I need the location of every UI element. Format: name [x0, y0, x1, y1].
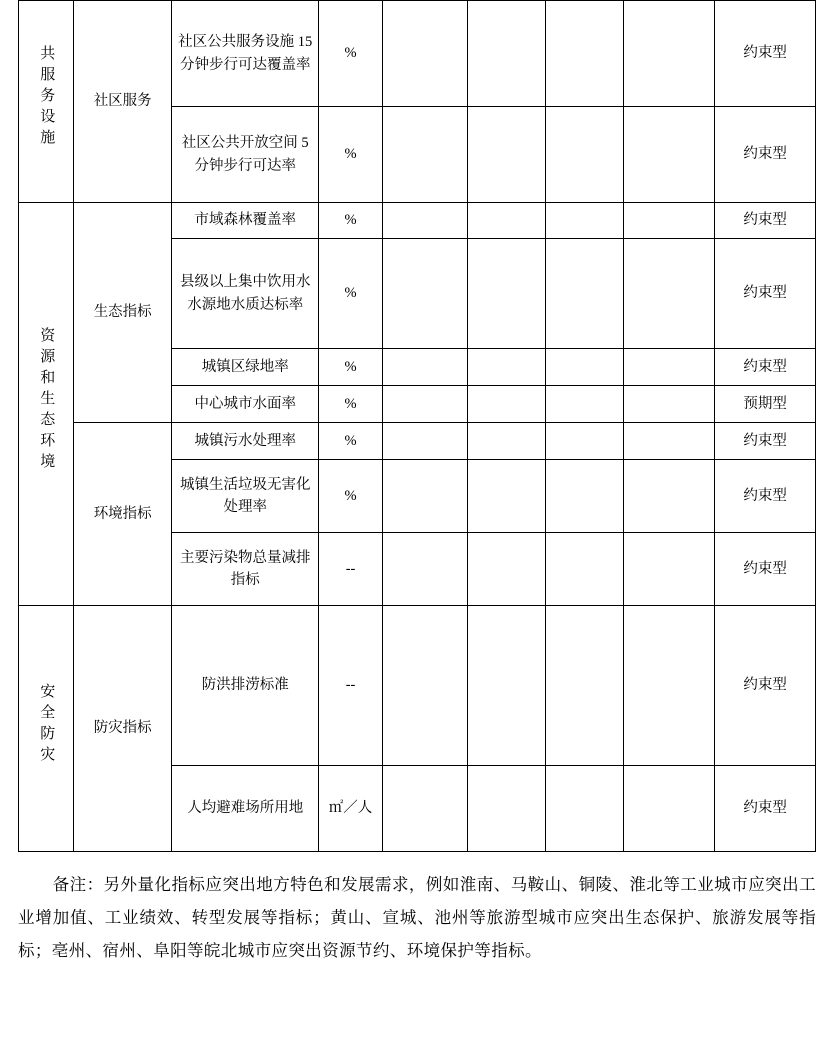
indicator-type: 约束型 — [715, 1, 816, 107]
value-y1 — [383, 533, 468, 606]
value-y3 — [545, 203, 623, 239]
value-y4 — [623, 460, 715, 533]
value-y1 — [383, 107, 468, 203]
indicator-name: 人均避难场所用地 — [172, 766, 319, 852]
indicator-type: 约束型 — [715, 606, 816, 766]
value-y2 — [467, 349, 545, 386]
indicator-unit: % — [318, 423, 382, 460]
value-y3 — [545, 606, 623, 766]
value-y2 — [467, 239, 545, 349]
indicator-type: 约束型 — [715, 107, 816, 203]
value-y4 — [623, 423, 715, 460]
table-row — [19, 203, 816, 239]
subcategory-label: 环境指标 — [93, 505, 152, 522]
subcategory-label: 防灾指标 — [93, 720, 152, 737]
value-y1 — [383, 606, 468, 766]
subcategory-label: 生态指标 — [93, 304, 152, 321]
value-y1 — [383, 460, 468, 533]
category-label: 共服务设施 — [38, 45, 55, 151]
value-y2 — [467, 423, 545, 460]
value-y4 — [623, 606, 715, 766]
value-y3 — [545, 1, 623, 107]
indicator-type: 约束型 — [715, 349, 816, 386]
subcategory-cell — [73, 1, 171, 203]
value-y3 — [545, 107, 623, 203]
value-y2 — [467, 1, 545, 107]
indicator-unit: % — [318, 107, 382, 203]
indicator-name: 社区公共开放空间 5 分钟步行可达率 — [172, 107, 319, 203]
value-y3 — [545, 766, 623, 852]
indicator-name: 市域森林覆盖率 — [172, 203, 319, 239]
value-y2 — [467, 766, 545, 852]
value-y2 — [467, 460, 545, 533]
indicator-unit: % — [318, 1, 382, 107]
value-y3 — [545, 533, 623, 606]
indicator-type: 约束型 — [715, 239, 816, 349]
indicator-name: 城镇生活垃圾无害化处理率 — [172, 460, 319, 533]
indicator-unit: % — [318, 386, 382, 423]
indicator-unit: ㎡／人 — [318, 766, 382, 852]
indicator-type: 预期型 — [715, 386, 816, 423]
subcategory-cell — [73, 203, 171, 423]
indicator-unit: % — [318, 239, 382, 349]
indicator-unit: -- — [318, 533, 382, 606]
value-y2 — [467, 606, 545, 766]
value-y4 — [623, 386, 715, 423]
subcategory-cell — [73, 423, 171, 606]
value-y3 — [545, 386, 623, 423]
indicator-name: 县级以上集中饮用水水源地水质达标率 — [172, 239, 319, 349]
value-y1 — [383, 203, 468, 239]
note-text: 另外量化指标应突出地方特色和发展需求，例如淮南、马鞍山、铜陵、淮北等工业城市应突出工业增加值、工业绩效、转型发展等指标；黄山、宣城、池州等旅游型城市应突出生态保护、旅游发展等指标；亳州、宿州、阜阳等皖北城市应突出资源节约、环境保护等指标。 — [18, 875, 816, 960]
indicator-unit: % — [318, 203, 382, 239]
indicator-name: 城镇污水处理率 — [172, 423, 319, 460]
value-y4 — [623, 533, 715, 606]
indicator-name: 中心城市水面率 — [172, 386, 319, 423]
value-y2 — [467, 533, 545, 606]
value-y4 — [623, 1, 715, 107]
subcategory-label: 社区服务 — [93, 93, 152, 110]
value-y3 — [545, 239, 623, 349]
value-y3 — [545, 349, 623, 386]
value-y4 — [623, 107, 715, 203]
indicator-type: 约束型 — [715, 203, 816, 239]
value-y2 — [467, 107, 545, 203]
indicator-type: 约束型 — [715, 423, 816, 460]
value-y3 — [545, 460, 623, 533]
value-y4 — [623, 349, 715, 386]
indicator-type: 约束型 — [715, 460, 816, 533]
category-cell — [19, 203, 74, 606]
value-y1 — [383, 423, 468, 460]
indicator-name: 城镇区绿地率 — [172, 349, 319, 386]
value-y4 — [623, 766, 715, 852]
note-label: 备注： — [52, 875, 104, 894]
table-row — [19, 1, 816, 107]
indicator-name: 主要污染物总量减排指标 — [172, 533, 319, 606]
value-y1 — [383, 349, 468, 386]
indicators-table — [18, 0, 816, 852]
value-y1 — [383, 386, 468, 423]
value-y2 — [467, 386, 545, 423]
indicator-type: 约束型 — [715, 533, 816, 606]
table-row — [19, 423, 816, 460]
indicator-name: 防洪排涝标准 — [172, 606, 319, 766]
value-y1 — [383, 1, 468, 107]
table-note — [18, 868, 816, 967]
indicator-unit: -- — [318, 606, 382, 766]
value-y2 — [467, 203, 545, 239]
indicator-name: 社区公共服务设施 15 分钟步行可达覆盖率 — [172, 1, 319, 107]
category-cell — [19, 606, 74, 852]
indicator-type: 约束型 — [715, 766, 816, 852]
value-y1 — [383, 766, 468, 852]
category-cell — [19, 1, 74, 203]
subcategory-cell — [73, 606, 171, 852]
value-y1 — [383, 239, 468, 349]
value-y3 — [545, 423, 623, 460]
indicator-unit: % — [318, 349, 382, 386]
table-row — [19, 606, 816, 766]
category-label: 安全防灾 — [38, 682, 55, 767]
category-label: 资源和生态环境 — [38, 326, 55, 474]
indicator-unit: % — [318, 460, 382, 533]
value-y4 — [623, 203, 715, 239]
value-y4 — [623, 239, 715, 349]
